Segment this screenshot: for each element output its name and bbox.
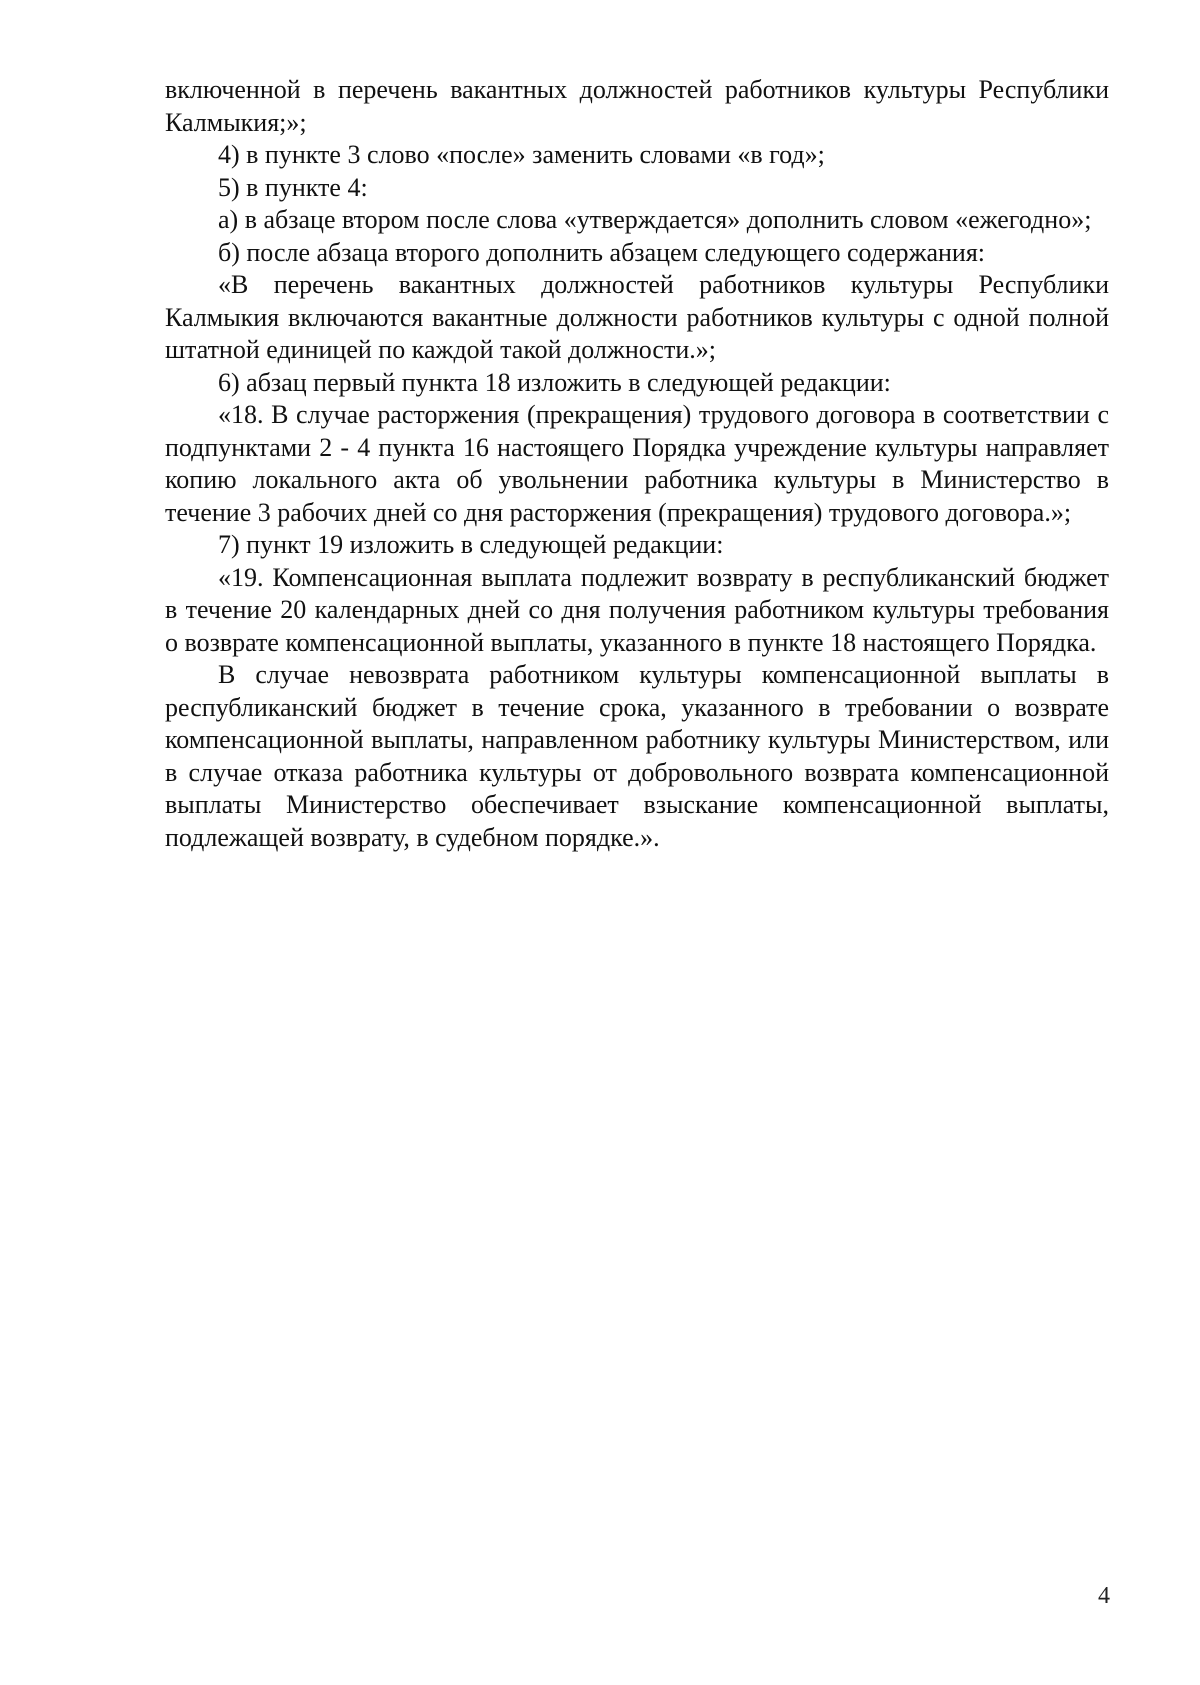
paragraph-quote-list-inclusion: «В перечень вакантных должностей работников культуры Республики Калмыкия включаются вакантные должности работников культуры с одной полной штатной единицей по каждой такой должности.»;	[165, 270, 1109, 364]
paragraph-item-5: 5) в пункте 4:	[218, 172, 368, 202]
paragraph-item-6: 6) абзац первый пункта 18 изложить в следующей редакции:	[218, 367, 891, 397]
paragraph-item-5a: а) в абзаце втором после слова «утверждается» дополнить словом «ежегодно»;	[218, 205, 1092, 234]
document-body	[165, 74, 1109, 854]
paragraph-quote-point-19: «19. Компенсационная выплата подлежит возврату в республиканский бюджет в течение 20 календарных дней со дня получения работником культуры требования о возврате компенсационной выплаты, указанного в пункте 18 настоящего Порядка.	[165, 562, 1109, 657]
paragraph-item-5b: б) после абзаца второго дополнить абзацем следующего содержания:	[218, 237, 986, 267]
paragraph-item-4: 4) в пункте 3 слово «после» заменить словами «в год»;	[218, 140, 825, 169]
paragraph-item-7: 7) пункт 19 изложить в следующей редакции:	[218, 530, 724, 559]
page-number: 4	[1098, 1583, 1110, 1609]
paragraph-quote-point-18: «18. В случае расторжения (прекращения) трудового договора в соответствии с подпунктами 2 - 4 пункта 16 настоящего Порядка учреждение культуры направляет копию локального акта об увольнении работника культуры в Министерство в течение 3 рабочих дней со дня расторжения (прекращения) трудового договора.»;	[165, 400, 1109, 527]
paragraph-continuation: включенной в перечень вакантных должностей работников культуры Республики Калмыкия;»;	[165, 75, 1109, 137]
paragraph-quote-non-return: В случае невозврата работником культуры компенсационной выплаты в республиканский бюджет в течение срока, указанного в требовании о возврате компенсационной выплаты, направленном работнику культуры Министерством, или в случае отказа работника культуры от добровольного возврата компенсационной выплаты Министерство обеспечивает взыскание компенсационной выплаты, подлежащей возврату, в судебном порядке.».	[165, 660, 1109, 852]
